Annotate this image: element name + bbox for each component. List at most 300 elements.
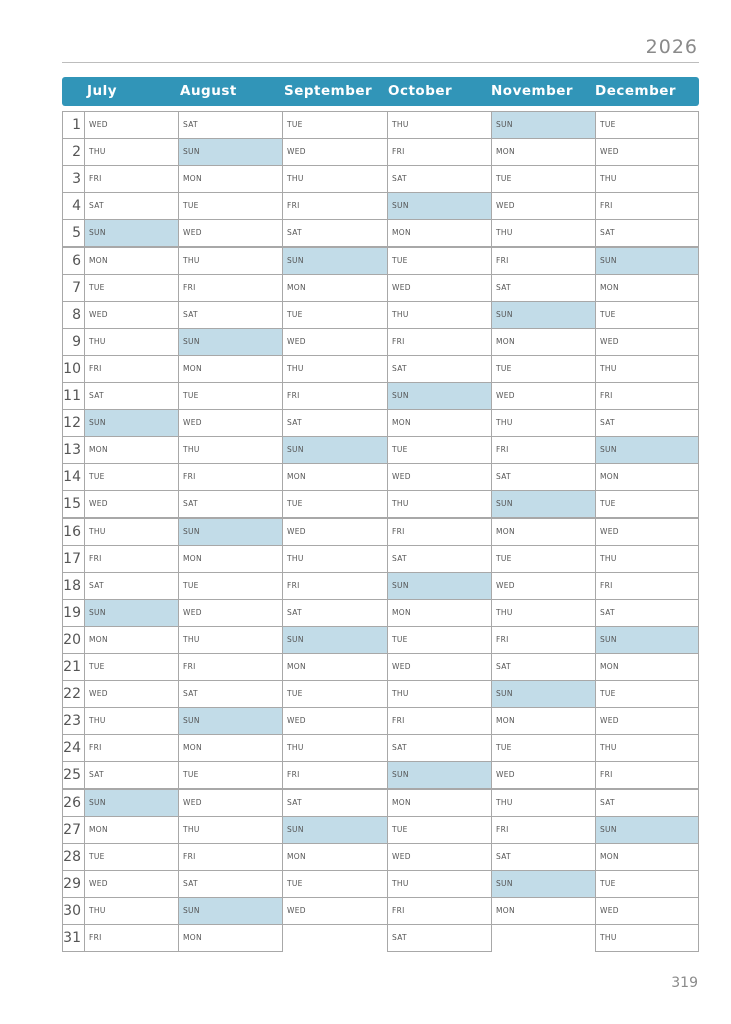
day-cell-october xyxy=(387,111,492,139)
day-cell-july xyxy=(84,409,179,437)
weekday-label: TUE xyxy=(496,363,512,373)
day-cell-august xyxy=(178,599,283,627)
weekday-label: SUN xyxy=(287,255,304,265)
day-cell-december xyxy=(595,219,699,247)
day-cell-october xyxy=(387,599,492,627)
weekday-label: MON xyxy=(287,282,306,292)
day-cell-august xyxy=(178,626,283,654)
day-number-12: 12 xyxy=(62,409,85,437)
weekday-label: SUN xyxy=(496,120,513,129)
weekday-label: FRI xyxy=(496,255,509,265)
weekday-label: THU xyxy=(496,228,513,238)
day-cell-november xyxy=(491,138,596,166)
day-cell-november xyxy=(491,219,596,247)
day-cell-october xyxy=(387,301,492,329)
day-cell-november xyxy=(491,761,596,789)
weekday-label: MON xyxy=(600,662,619,671)
weekday-label: FRI xyxy=(392,716,405,726)
weekday-label: FRI xyxy=(392,147,405,157)
weekday-label: MON xyxy=(89,634,108,644)
day-cell-september xyxy=(282,192,388,220)
top-divider xyxy=(62,62,699,63)
day-cell-september xyxy=(282,897,388,925)
day-cell-july xyxy=(84,138,179,166)
day-cell-october xyxy=(387,734,492,762)
day-cell-december xyxy=(595,274,699,302)
day-cell-july xyxy=(84,816,179,844)
weekday-label: FRI xyxy=(89,174,102,184)
day-cell-november xyxy=(491,897,596,925)
day-cell-december xyxy=(595,572,699,600)
day-cell-september xyxy=(282,843,388,871)
day-cell-november xyxy=(491,789,596,817)
day-number-10: 10 xyxy=(62,355,85,383)
weekday-label: WED xyxy=(287,526,306,536)
day-cell-august xyxy=(178,680,283,708)
weekday-label: SUN xyxy=(496,878,513,888)
weekday-label: SAT xyxy=(600,797,615,807)
weekday-label: SAT xyxy=(392,743,407,753)
weekday-label: TUE xyxy=(496,743,512,753)
day-cell-july xyxy=(84,924,179,952)
weekday-label: SUN xyxy=(287,445,304,455)
month-label-august: August xyxy=(180,83,237,99)
month-label-november: November xyxy=(491,83,574,99)
weekday-label: SUN xyxy=(287,634,304,644)
day-cell-september xyxy=(282,518,388,546)
day-cell-september xyxy=(282,572,388,600)
weekday-label: THU xyxy=(287,174,304,184)
weekday-label: THU xyxy=(89,526,106,536)
day-cell-november xyxy=(491,165,596,193)
weekday-label: TUE xyxy=(287,120,303,129)
day-cell-september xyxy=(282,409,388,437)
day-number-30: 30 xyxy=(62,897,85,925)
day-cell-september xyxy=(282,247,388,275)
weekday-label: SUN xyxy=(287,824,304,834)
weekday-label: FRI xyxy=(183,472,196,482)
weekday-label: MON xyxy=(600,851,619,861)
day-cell-september xyxy=(282,816,388,844)
weekday-label: WED xyxy=(89,309,108,319)
weekday-label: SUN xyxy=(89,607,106,617)
day-cell-october xyxy=(387,816,492,844)
weekday-label: SUN xyxy=(183,336,200,346)
weekday-label: WED xyxy=(496,770,515,780)
day-cell-august xyxy=(178,653,283,681)
weekday-label: SUN xyxy=(392,201,409,211)
weekday-label: WED xyxy=(600,336,619,346)
day-cell-november xyxy=(491,653,596,681)
day-cell-december xyxy=(595,247,699,275)
day-cell-september xyxy=(282,626,388,654)
weekday-label: FRI xyxy=(183,662,196,671)
day-cell-september xyxy=(282,165,388,193)
weekday-label: SAT xyxy=(600,607,615,617)
day-number-29: 29 xyxy=(62,870,85,898)
weekday-label: SUN xyxy=(600,634,617,644)
day-number-16: 16 xyxy=(62,518,85,546)
day-cell-september xyxy=(282,274,388,302)
day-cell-july xyxy=(84,355,179,383)
weekday-label: MON xyxy=(183,933,202,942)
weekday-label: SUN xyxy=(496,689,513,699)
day-cell-august xyxy=(178,707,283,735)
day-cell-november xyxy=(491,734,596,762)
day-cell-october xyxy=(387,707,492,735)
day-cell-december xyxy=(595,816,699,844)
day-cell-november xyxy=(491,518,596,546)
day-cell-december xyxy=(595,599,699,627)
weekday-label: FRI xyxy=(496,634,509,644)
day-cell-august xyxy=(178,816,283,844)
day-cell-december xyxy=(595,789,699,817)
day-number-23: 23 xyxy=(62,707,85,735)
day-number-7: 7 xyxy=(62,274,85,302)
weekday-label: MON xyxy=(89,445,108,455)
weekday-label: WED xyxy=(183,797,202,807)
day-cell-october xyxy=(387,789,492,817)
weekday-label: WED xyxy=(287,147,306,157)
day-cell-august xyxy=(178,924,283,952)
day-cell-november xyxy=(491,301,596,329)
day-cell-august xyxy=(178,219,283,247)
weekday-label: THU xyxy=(183,255,200,265)
weekday-label: SAT xyxy=(287,607,302,617)
day-cell-october xyxy=(387,653,492,681)
day-number-25: 25 xyxy=(62,761,85,789)
day-cell-august xyxy=(178,463,283,491)
day-cell-december xyxy=(595,545,699,573)
weekday-label: WED xyxy=(496,391,515,400)
day-cell-august xyxy=(178,490,283,518)
weekday-label: SUN xyxy=(496,499,513,509)
weekday-label: WED xyxy=(392,851,411,861)
weekday-label: THU xyxy=(600,174,617,184)
weekday-label: SAT xyxy=(496,662,511,671)
weekday-label: MON xyxy=(89,255,108,265)
weekday-label: WED xyxy=(287,905,306,915)
weekday-label: TUE xyxy=(89,282,105,292)
weekday-label: FRI xyxy=(287,770,300,780)
day-cell-october xyxy=(387,463,492,491)
day-cell-september xyxy=(282,111,388,139)
weekday-label: THU xyxy=(392,499,409,509)
day-cell-october xyxy=(387,409,492,437)
day-cell-november xyxy=(491,274,596,302)
weekday-label: THU xyxy=(183,445,200,455)
day-number-22: 22 xyxy=(62,680,85,708)
day-cell-december xyxy=(595,490,699,518)
weekday-label: SUN xyxy=(183,526,200,536)
day-cell-november xyxy=(491,490,596,518)
weekday-label: MON xyxy=(496,905,515,915)
weekday-label: WED xyxy=(183,607,202,617)
weekday-label: FRI xyxy=(392,336,405,346)
weekday-label: FRI xyxy=(600,201,613,211)
weekday-label: THU xyxy=(89,716,106,726)
weekday-label: FRI xyxy=(392,905,405,915)
weekday-label: TUE xyxy=(183,391,199,400)
day-cell-august xyxy=(178,734,283,762)
day-cell-august xyxy=(178,843,283,871)
day-cell-october xyxy=(387,843,492,871)
day-cell-november xyxy=(491,247,596,275)
day-number-21: 21 xyxy=(62,653,85,681)
day-cell-august xyxy=(178,355,283,383)
day-cell-october xyxy=(387,436,492,464)
weekday-label: TUE xyxy=(392,255,408,265)
weekday-label: THU xyxy=(392,689,409,699)
day-cell-december xyxy=(595,463,699,491)
weekday-label: SAT xyxy=(392,553,407,563)
weekday-label: WED xyxy=(496,201,515,211)
day-cell-july xyxy=(84,707,179,735)
weekday-label: SUN xyxy=(183,905,200,915)
weekday-label: SUN xyxy=(600,824,617,834)
weekday-label: MON xyxy=(496,336,515,346)
day-cell-september xyxy=(282,301,388,329)
day-cell-july xyxy=(84,599,179,627)
day-cell-november xyxy=(491,870,596,898)
weekday-label: TUE xyxy=(89,662,105,671)
day-cell-august xyxy=(178,165,283,193)
day-cell-september xyxy=(282,382,388,410)
month-label-september: September xyxy=(284,83,373,99)
year-label: 2026 xyxy=(645,36,698,58)
day-cell-december xyxy=(595,653,699,681)
day-cell-october xyxy=(387,382,492,410)
day-cell-october xyxy=(387,219,492,247)
day-number-6: 6 xyxy=(62,247,85,275)
day-number-18: 18 xyxy=(62,572,85,600)
weekday-label: THU xyxy=(600,363,617,373)
weekday-label: WED xyxy=(89,689,108,699)
day-cell-august xyxy=(178,328,283,356)
day-cell-october xyxy=(387,572,492,600)
day-cell-december xyxy=(595,680,699,708)
day-cell-august xyxy=(178,761,283,789)
weekday-label: TUE xyxy=(287,878,303,888)
weekday-label: WED xyxy=(287,716,306,726)
day-cell-september xyxy=(282,490,388,518)
day-number-1: 1 xyxy=(62,111,85,139)
day-cell-july xyxy=(84,680,179,708)
day-cell-september xyxy=(282,355,388,383)
weekday-label: MON xyxy=(287,851,306,861)
page-number: 319 xyxy=(671,975,698,991)
weekday-label: SAT xyxy=(496,851,511,861)
day-cell-august xyxy=(178,274,283,302)
day-cell-december xyxy=(595,165,699,193)
weekday-label: FRI xyxy=(287,391,300,400)
weekday-label: THU xyxy=(392,309,409,319)
day-cell-november xyxy=(491,843,596,871)
day-cell-december xyxy=(595,192,699,220)
weekday-label: TUE xyxy=(183,201,199,211)
day-cell-october xyxy=(387,680,492,708)
day-cell-july xyxy=(84,165,179,193)
weekday-label: WED xyxy=(183,228,202,238)
weekday-label: FRI xyxy=(496,445,509,455)
day-cell-july xyxy=(84,518,179,546)
weekday-label: SUN xyxy=(392,580,409,590)
day-cell-december xyxy=(595,761,699,789)
day-cell-august xyxy=(178,382,283,410)
day-cell-september xyxy=(282,680,388,708)
weekday-label: MON xyxy=(600,282,619,292)
weekday-label: SAT xyxy=(89,770,104,780)
weekday-label: WED xyxy=(392,282,411,292)
weekday-label: MON xyxy=(392,418,411,428)
day-cell-november xyxy=(491,192,596,220)
weekday-label: THU xyxy=(392,120,409,129)
day-number-11: 11 xyxy=(62,382,85,410)
weekday-label: SAT xyxy=(89,201,104,211)
weekday-label: TUE xyxy=(496,553,512,563)
weekday-label: THU xyxy=(287,553,304,563)
day-cell-december xyxy=(595,355,699,383)
day-cell-july xyxy=(84,626,179,654)
weekday-label: SUN xyxy=(392,391,409,400)
day-cell-october xyxy=(387,761,492,789)
weekday-label: SUN xyxy=(600,445,617,455)
day-cell-september xyxy=(282,436,388,464)
day-cell-august xyxy=(178,518,283,546)
weekday-label: FRI xyxy=(89,933,102,942)
day-number-4: 4 xyxy=(62,192,85,220)
day-cell-september xyxy=(282,219,388,247)
day-cell-november xyxy=(491,463,596,491)
day-number-2: 2 xyxy=(62,138,85,166)
weekday-label: TUE xyxy=(600,309,616,319)
month-label-december: December xyxy=(595,83,677,99)
day-cell-july xyxy=(84,870,179,898)
day-cell-july xyxy=(84,274,179,302)
day-number-5: 5 xyxy=(62,219,85,247)
day-cell-august xyxy=(178,409,283,437)
weekday-label: SAT xyxy=(287,228,302,238)
weekday-label: FRI xyxy=(600,580,613,590)
weekday-label: SAT xyxy=(287,418,302,428)
day-cell-october xyxy=(387,870,492,898)
day-cell-july xyxy=(84,111,179,139)
weekday-label: WED xyxy=(600,905,619,915)
day-cell-september xyxy=(282,653,388,681)
weekday-label: MON xyxy=(496,526,515,536)
weekday-label: MON xyxy=(392,607,411,617)
day-cell-august xyxy=(178,192,283,220)
day-cell-july xyxy=(84,545,179,573)
weekday-label: THU xyxy=(496,607,513,617)
weekday-label: TUE xyxy=(183,580,199,590)
weekday-label: WED xyxy=(600,716,619,726)
weekday-label: THU xyxy=(600,553,617,563)
weekday-label: FRI xyxy=(600,391,613,400)
day-cell-october xyxy=(387,274,492,302)
weekday-label: SUN xyxy=(89,228,106,238)
month-header-bar xyxy=(62,77,699,106)
weekday-label: MON xyxy=(183,743,202,753)
weekday-label: THU xyxy=(183,824,200,834)
day-cell-december xyxy=(595,626,699,654)
day-number-8: 8 xyxy=(62,301,85,329)
weekday-label: MON xyxy=(183,363,202,373)
day-cell-october xyxy=(387,328,492,356)
day-cell-august xyxy=(178,545,283,573)
weekday-label: TUE xyxy=(496,174,512,184)
weekday-label: SUN xyxy=(183,716,200,726)
day-cell-september xyxy=(282,734,388,762)
day-cell-september xyxy=(282,545,388,573)
weekday-label: THU xyxy=(287,743,304,753)
day-cell-july xyxy=(84,789,179,817)
day-number-24: 24 xyxy=(62,734,85,762)
weekday-label: SAT xyxy=(496,472,511,482)
weekday-label: THU xyxy=(183,634,200,644)
weekday-label: SAT xyxy=(287,797,302,807)
day-cell-july xyxy=(84,572,179,600)
day-cell-december xyxy=(595,301,699,329)
weekday-label: WED xyxy=(600,526,619,536)
weekday-label: THU xyxy=(600,933,617,942)
day-cell-november xyxy=(491,328,596,356)
day-cell-december xyxy=(595,843,699,871)
day-cell-november xyxy=(491,409,596,437)
day-cell-december xyxy=(595,924,699,952)
weekday-label: SAT xyxy=(392,174,407,184)
weekday-label: MON xyxy=(287,472,306,482)
day-number-13: 13 xyxy=(62,436,85,464)
weekday-label: FRI xyxy=(392,526,405,536)
weekday-label: WED xyxy=(392,472,411,482)
day-cell-september xyxy=(282,870,388,898)
day-cell-november xyxy=(491,572,596,600)
month-label-october: October xyxy=(388,83,453,99)
day-cell-october xyxy=(387,192,492,220)
day-cell-november xyxy=(491,355,596,383)
weekday-label: TUE xyxy=(287,309,303,319)
weekday-label: MON xyxy=(287,662,306,671)
weekday-label: FRI xyxy=(600,770,613,780)
weekday-label: THU xyxy=(287,363,304,373)
day-cell-november xyxy=(491,707,596,735)
day-cell-august xyxy=(178,897,283,925)
day-cell-october xyxy=(387,355,492,383)
day-cell-july xyxy=(84,301,179,329)
weekday-label: FRI xyxy=(89,363,102,373)
day-cell-december xyxy=(595,897,699,925)
day-cell-september xyxy=(282,328,388,356)
weekday-label: SAT xyxy=(183,499,198,509)
weekday-label: SAT xyxy=(392,933,407,942)
weekday-label: WED xyxy=(496,580,515,590)
weekday-label: MON xyxy=(600,472,619,482)
weekday-label: THU xyxy=(600,743,617,753)
weekday-label: FRI xyxy=(496,824,509,834)
weekday-label: SAT xyxy=(89,580,104,590)
day-cell-september xyxy=(282,138,388,166)
weekday-label: WED xyxy=(89,878,108,888)
weekday-label: SUN xyxy=(392,770,409,780)
day-number-9: 9 xyxy=(62,328,85,356)
month-label-july: July xyxy=(87,83,118,99)
day-cell-august xyxy=(178,436,283,464)
day-number-14: 14 xyxy=(62,463,85,491)
day-cell-august xyxy=(178,789,283,817)
weekday-label: SAT xyxy=(183,120,198,129)
day-cell-december xyxy=(595,436,699,464)
